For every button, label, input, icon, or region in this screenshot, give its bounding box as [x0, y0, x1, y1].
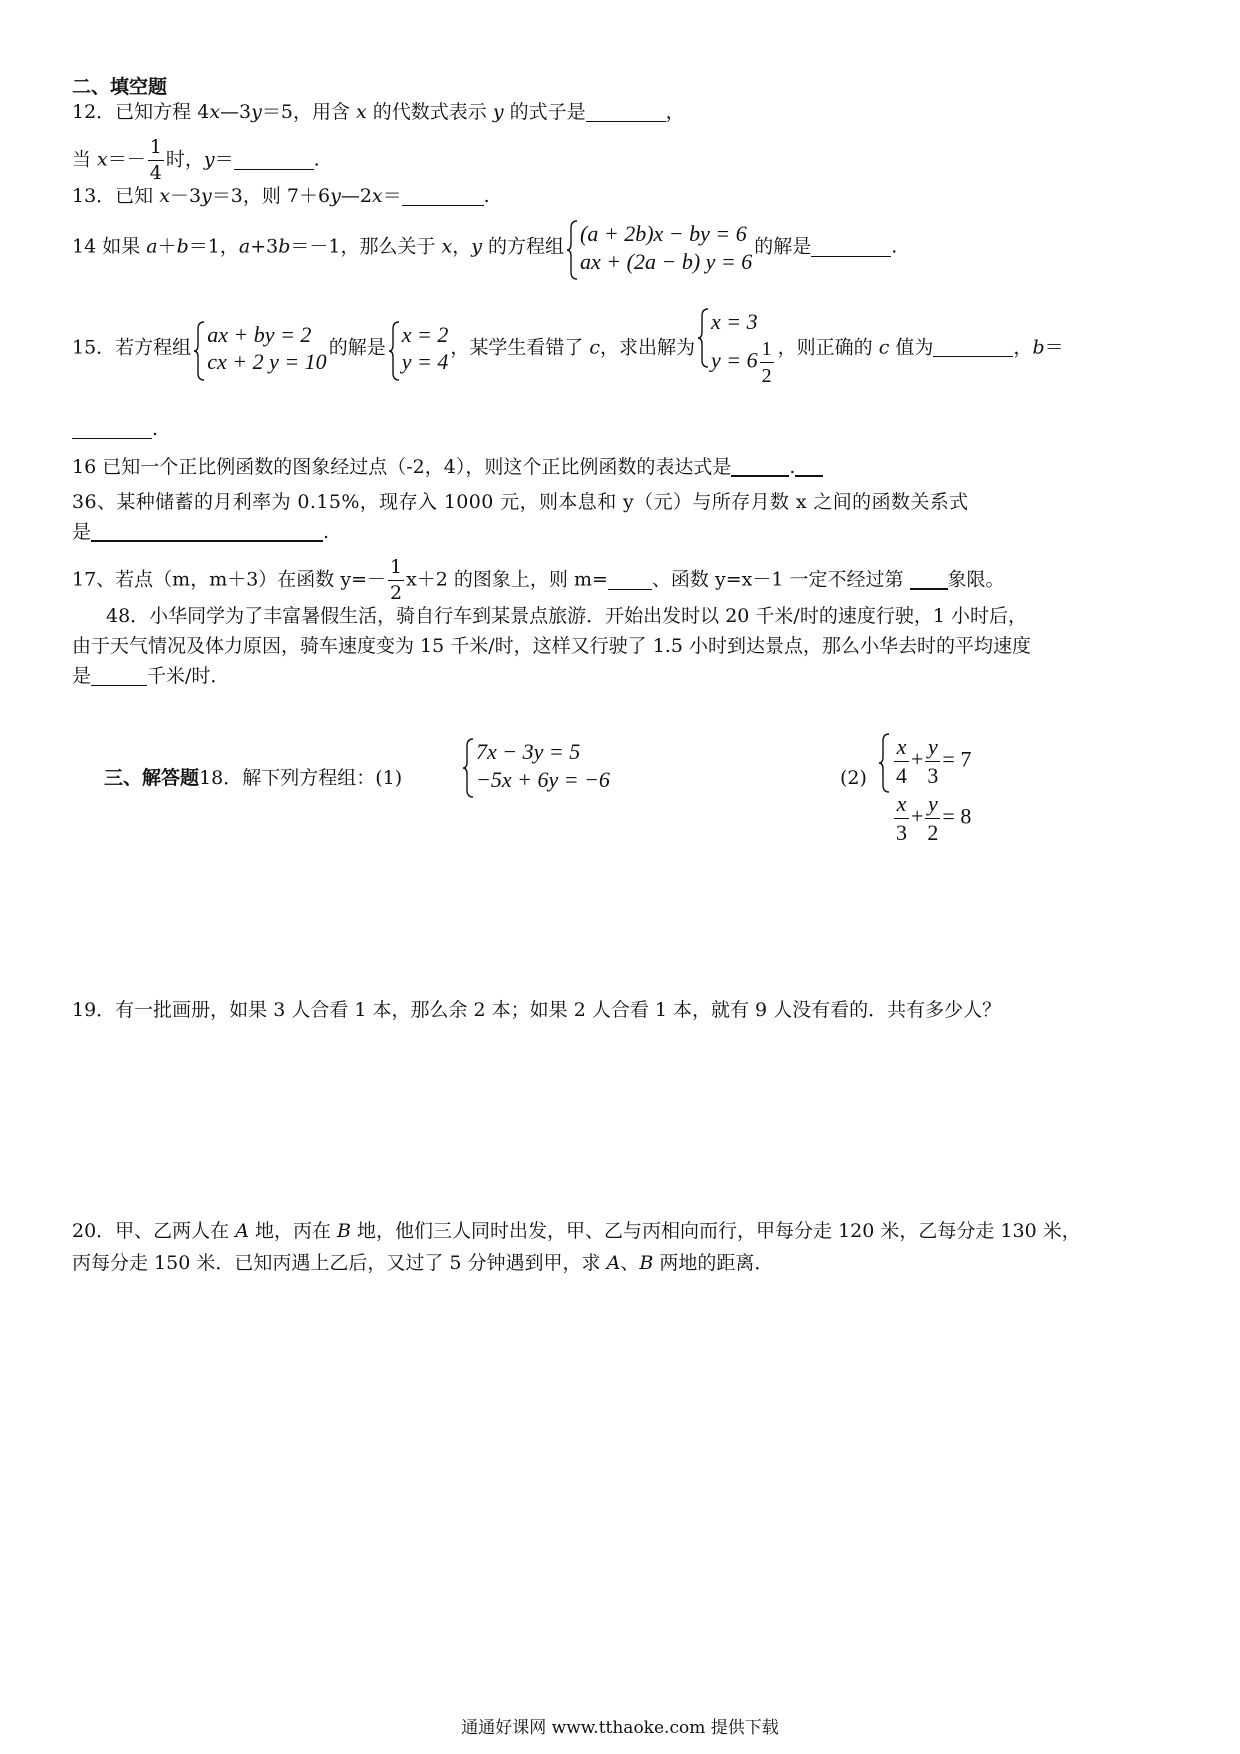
- section-title-solve: 三、解答题18．解下列方程组：(1): [104, 767, 403, 789]
- question-20-line-1: 20．甲、乙两人在 A 地，丙在 B 地，他们三人同时出发，甲、乙与丙相向而行，甲每分走 120 米，乙每分走 130 米，: [72, 1220, 1081, 1242]
- question-19: 19．有一批画册，如果 3 人合看 1 本，那么余 2 本；如果 2 人合看 1 本，就有 9 人没有看的．共有多少人？: [72, 999, 1002, 1021]
- equation-system: 7x − 3y = 5 −5x + 6y = −6: [462, 738, 610, 793]
- question-36-line-1: 36、某种储蓄的月利率为 0.15%，现存入 1000 元，则本息和 y（元）与所存月数 x 之间的函数关系式: [72, 491, 969, 513]
- question-18-system-1: [460, 738, 612, 793]
- question-14: 14 如果 a＋b＝1，a+3b＝－1，那么关于 x，y 的方程组 (a + 2b)x − by = 6 ax + (2a − b) y = 6 的解是 .: [72, 220, 897, 275]
- answer-blank[interactable]: [910, 566, 948, 590]
- left-brace-icon: [193, 321, 205, 381]
- wrong-solution-system: x = 3 y = 6 $\frac{1}{2}$: [697, 308, 776, 389]
- fraction: $\frac{1}{2}$: [390, 556, 403, 604]
- left-brace-icon: [566, 220, 578, 280]
- question-20-line-2: 丙每分走 150 米．已知丙遇上乙后，又过了 5 分钟遇到甲，求 A、B 两地的距离．: [72, 1252, 774, 1274]
- left-brace-icon: [878, 733, 890, 793]
- question-48-line-1: 48．小华同学为了丰富暑假生活，骑自行车到某景点旅游．开始出发时以 20 千米/时的速度行驶，1 小时后，: [106, 605, 1027, 627]
- question-36-line-2: 是 .: [72, 517, 329, 547]
- fraction: $\frac{x}{3}$: [896, 791, 907, 845]
- question-12-line-1: 12．已知方程 4x—3y＝5，用含 x 的代数式表示 y 的式子是 ，: [72, 101, 685, 123]
- answer-blank[interactable]: [586, 99, 666, 122]
- question-15-continued: .: [72, 414, 158, 444]
- answer-blank[interactable]: [402, 183, 484, 206]
- fraction: $\frac{y}{3}$: [927, 734, 939, 788]
- question-18-system-2: [876, 734, 973, 904]
- fraction: $\frac{y}{2}$: [927, 791, 939, 845]
- left-brace-icon: [697, 308, 709, 368]
- section-title-fill-blank: 二、填空题: [72, 76, 168, 98]
- question-17: 17、若点（m，m＋3）在函数 y=－ $\frac{1}{2}$ x＋2 的图象上，则 m= 、函数 y=x－1 一定不经过第 象限。: [72, 556, 1005, 604]
- answer-blank[interactable]: [91, 663, 147, 686]
- answer-blank[interactable]: [91, 518, 323, 542]
- answer-blank[interactable]: [811, 234, 891, 257]
- answer-blank[interactable]: [731, 453, 789, 477]
- question-12-line-2: 当 x＝－ $\frac{1}{4}$ 时，y＝ .: [72, 136, 320, 184]
- question-16: 16 已知一个正比例函数的图象经过点（-2，4），则这个正比例函数的表达式是 .: [72, 452, 823, 482]
- fraction: $\frac{x}{4}$: [896, 734, 907, 788]
- answer-blank[interactable]: [795, 453, 823, 477]
- question-13: 13．已知 x－3y＝3，则 7＋6y—2x＝ .: [72, 185, 490, 207]
- question-48-line-3: 是 千米/时．: [72, 665, 230, 687]
- answer-blank[interactable]: [234, 147, 314, 170]
- answer-blank[interactable]: [72, 416, 152, 439]
- equation-system: ax + by = 2 cx + 2 y = 10: [193, 321, 327, 376]
- question-48-line-2: 由于天气情况及体力原因，骑车速度变为 15 千米/时，这样又行驶了 1.5 小时到达景点，那么小华去时的平均速度: [72, 635, 1031, 657]
- answer-blank[interactable]: [608, 567, 652, 590]
- page-footer: 通通好课网 www.tthaoke.com 提供下载: [461, 1718, 779, 1738]
- question-18-part-2-label: (2): [840, 767, 867, 789]
- question-15: 15．若方程组 ax + by = 2 cx + 2 y = 10 的解是 x = 2 y = 4 ，某学生看错了 c，求出解为 x = 3 y = 6 $\frac{1}{2}$ ，则正确的 c 值为 ，b＝: [72, 309, 1064, 387]
- left-brace-icon: [388, 321, 400, 381]
- solution-system: x = 2 y = 4: [388, 321, 449, 376]
- fraction: $\frac{1}{4}$: [149, 136, 162, 184]
- fraction: $\frac{1}{2}$: [761, 337, 772, 387]
- equation-system: $\frac{x}{4}$ + $\frac{y}{3}$ = 7 $\frac{x}{3}$ + $\frac{y}{2}$ = 8: [878, 733, 971, 847]
- answer-blank[interactable]: [933, 334, 1013, 357]
- left-brace-icon: [462, 738, 474, 798]
- equation-system: (a + 2b)x − by = 6 ax + (2a − b) y = 6: [566, 220, 752, 275]
